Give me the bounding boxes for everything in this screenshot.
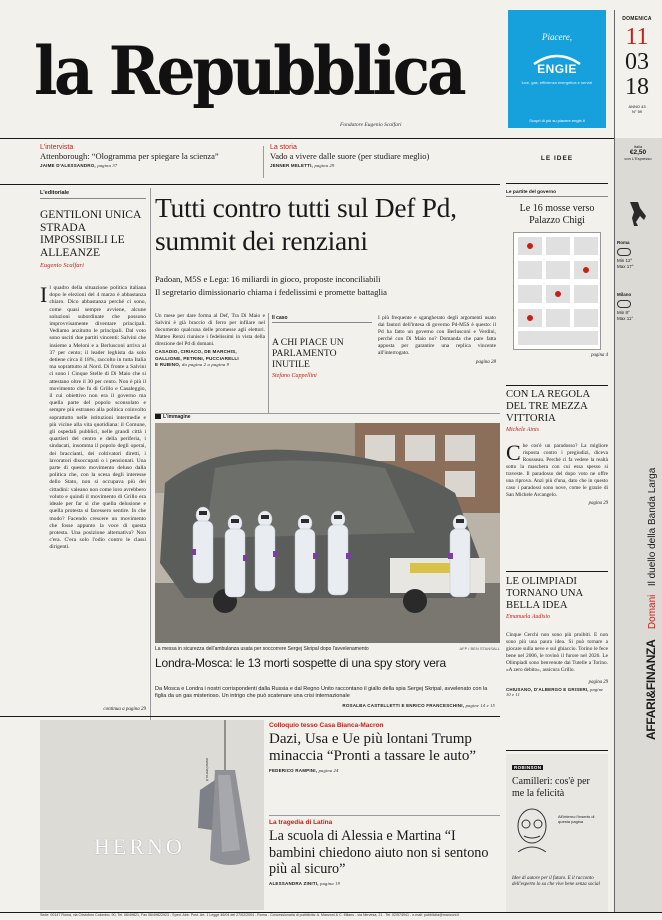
photo-credit: AFP / BEN STANSALL [459, 646, 500, 651]
masthead-title: la Repubblica [34, 32, 464, 110]
lead-page: da pagina 2 a pagina 9 [182, 362, 230, 368]
lead-authors: CASADIO, CIRIACO, DE MARCHIS, GALLIONE, PETRINI, PUCCIARELLI [155, 349, 239, 361]
lead-sub2: Il segretario dimissionario chiama i fedelissimi e promette battaglia [155, 287, 387, 297]
masthead [0, 0, 500, 138]
teaser-author: JENNER MELETTI, [270, 163, 314, 168]
olimpiadi-byline [506, 687, 608, 697]
olimpiadi-box[interactable] [506, 576, 608, 746]
palazzo-label: Le partite del governo [506, 190, 608, 197]
photo-byline [155, 703, 495, 708]
regola-page: pagina 29 [588, 501, 608, 506]
colloquio-page: pagina 24 [318, 768, 339, 773]
teaser-page: pagina 29 [314, 163, 335, 168]
robinson-cta: All'interno l'inserto di questa pagina [558, 814, 595, 824]
weather-roma-min: Min 12° [617, 258, 633, 263]
olimpiadi-author: Emanuela Audisio [506, 614, 551, 620]
teaser-byline [270, 163, 500, 168]
lead-authors-end [155, 362, 265, 369]
caso-body-box [378, 315, 496, 411]
camilleri-portrait-icon [512, 802, 552, 852]
date-year: 18 [625, 74, 649, 100]
teaser-byline [40, 163, 260, 168]
weather-milano-max: Max 11° [617, 316, 634, 321]
robinson-quote: Idee di autore per il futuro. E il racconto dell'esperto lo sa che vive bene senza social [512, 876, 600, 888]
photo-label-text: L'immagine [163, 414, 191, 420]
col-divider-1 [150, 188, 151, 743]
photo-caption-row [155, 646, 500, 652]
colloquio-author: FEDERICO RAMPINI, [269, 768, 318, 773]
photo-top-rule [155, 413, 500, 414]
robinson-label: ROBINSON [514, 765, 542, 770]
camera-icon [155, 414, 161, 419]
teaser-story[interactable] [270, 144, 500, 180]
photo-page: pagine 14 e 15 [465, 703, 495, 708]
price-suffix: con L'Espresso [624, 156, 652, 161]
affari-title: AFFARI&FINANZA [644, 639, 658, 740]
bottom-section-rule [0, 716, 500, 717]
lead-sub1: Padoan, M5S e Lega: 16 miliardi in gioco, proposte inconciliabili [155, 274, 381, 284]
regola-dropcap: C [506, 440, 521, 465]
colloquio-article[interactable] [269, 722, 501, 812]
weather-milano [617, 292, 659, 322]
lead-body: Un mese per dare forma al Def, Tra Di Maio e Salvini è già braccio di ferro per infilare nel documento qualcuna delle promesse agli elettori. Matteo Renzi riunisce i fedelissimi in vista della direzione del Pd di domani. [155, 313, 265, 348]
herno-site: www.herno.it [205, 758, 210, 781]
olimpiadi-page: pagina 29 [588, 680, 608, 685]
editorial-continued: continua a pagina 29 [103, 707, 146, 712]
teaser-kicker: L'intervista [40, 144, 74, 151]
editorial-label: L'editoriale [40, 190, 146, 199]
colloquio-byline [269, 768, 501, 773]
colloquio-title: Dazi, Usa e Ue più lontani Trump minaccia “Pronti a tassare le auto” [269, 731, 476, 764]
photo-authors: ROSALBA CASTELLETTI E ENRICO FRANCESCHINI, [342, 703, 465, 708]
regola-body-wrap [506, 440, 608, 499]
latina-byline [269, 881, 501, 886]
right-strip-edge [614, 10, 615, 913]
weather-milano-min: Min 8° [617, 310, 630, 315]
teaser-interview[interactable] [40, 144, 260, 180]
affari-finanza-banner[interactable] [642, 340, 660, 740]
teaser-author: JAIME D'ALESSANDRO, [40, 163, 96, 168]
engie-tagline: Piacere, [542, 32, 572, 42]
lead-headline[interactable]: Tutti contro tutti sul Def Pd, summit dei renziani [155, 192, 457, 256]
teaser-kicker: La storia [270, 144, 297, 151]
affari-subject: Il duello della Banda Larga [647, 467, 658, 587]
caso-box[interactable] [272, 315, 372, 411]
italy-map-icon [626, 200, 648, 228]
date-meta1: ANNO 43 [628, 104, 646, 109]
latina-title: La scuola di Alessia e Martina “I bambini chiedono aiuto non si sentono più al sicuro” [269, 828, 489, 877]
regola-title: CON LA REGOLA DEL TRE MEZZA VITTORIA [506, 389, 590, 424]
editorial-body: l quadro della situazione politica italiana dopo le elezioni del 4 marzo è abbastanza chiaro. Dico abbastanza perché ci sono, come quasi sempre avviene, alcune soluzioni subordinate che possono improvvisamente diventare principali. Vediamo anzitutto le principali. Dal voto sono usciti due partiti vincenti: Salvini che insieme a Meloni e a Berlusconi arriva al 37 per cento; il leader leghista da solo detiene circa il 18%, raccolto in tutta Italia ma soprattutto al Nord. Di fronte a Salvini ci sono i Cinque Stelle di Di Maio che si attestano oltre il 30 per cento. Non è più il movimento che fu di Grillo e Casaleggio, il cui obiettivo non era il governo ma quella parte del popolo sconsolato e sempre più estraneo alla politica coinvolto soprattutto nelle istituzioni intermedie e più vicine alla vita quotidiana: il Comune, gli ospedali pubblici, nelle grandi città i quartieri del centro e della periferia, i sindacati, insomma il popolo degli operai, dei braccianti, dei coltivatori diretti, i lavoratori disoccupati o i pensionati. Una parte di questo movimento deluso dalla politica che, con la scesa degli interesse dello Stato, non si occupava più dei cittadini: valeano non come loro avrebbero voluto e quindi il movimento di Grillo era ideale per far sì che quella delusione e quella protesta si facessero sentire. In che modo? Facendo crescere un movimento che fosse appunto la voce di questa protesta. Una posizione alternativa? Non c'era. C'era solo l'odio contro le classi dirigenti. [49, 285, 146, 551]
colloquio-rule [269, 815, 500, 816]
footer-text: Sede: 00147 Roma, via Cristoforo Colombo, 90, Tel. 06/49821, Fax 06/49822923 - Sped. Abb. Post. Art. 1 Legge 46/04 del 27/02/2004 - Roma - Concessionaria di pubblicità: A. Manzoni & C. Milano - via Nervesa, 21 - Tel. 02/574941 - e-mail: pubblicita@manzoni.it [40, 913, 460, 917]
lead-authors-last: E RUBINO, [155, 362, 181, 368]
cloud-rain-icon [617, 300, 631, 308]
caso-page: pagina 28 [475, 359, 496, 365]
idee-rule [506, 183, 608, 184]
caso-title: A CHI PIACE UN PARLAMENTO INUTILE [272, 337, 344, 370]
robinson-title: Camilleri: cos'è per me la felicità [512, 776, 590, 799]
latina-article[interactable] [269, 819, 501, 909]
latina-author: ALESSANDRA ZINITI, [269, 880, 319, 886]
photo-image[interactable] [155, 423, 500, 643]
weather-roma [617, 240, 659, 270]
date-month: 03 [625, 49, 649, 75]
editorial-body-wrap [40, 282, 146, 703]
editorial-title: GENTILONI UNICA STRADA IMPOSSIBILI LE ALLEANZE [40, 209, 141, 259]
palazzo-title: Le 16 mosse verso Palazzo Chigi [519, 203, 595, 226]
engie-ad[interactable] [508, 10, 606, 128]
regola-author: Michele Ainis [506, 427, 540, 433]
sidebar-rule-3 [506, 750, 608, 751]
olimpiadi-title: LE OLIMPIADI TORNANO UNA BELLA IDEA [506, 576, 583, 611]
palazzo-infographic [513, 232, 601, 350]
weather-milano-city: Milano [617, 292, 632, 297]
palazzo-page: pagina 4 [591, 353, 608, 358]
olimpiadi-pages: pagine 10 e 11 [506, 687, 604, 697]
photo-label [155, 414, 191, 420]
engie-brand: ENGIE [537, 62, 577, 76]
weather-roma-max: Max 17° [617, 264, 634, 269]
herno-brand: HERNO [94, 834, 185, 859]
date-meta2: N° 59 [631, 109, 643, 114]
caso-body: I più frequente e sgangherato degli argomenti usato dai fautori dell'intesa di governo Pd-M5S è questo: il Pd ha fatto un governo con Berlusconi e Verdini, perché con Di Maio no? Domanda che pare fatta apposta per garantire una replica vincente all'interrogato. [378, 315, 496, 357]
editorial-author: Eugenio Scalfari [40, 262, 84, 269]
teaser-page: pagina 37 [97, 163, 118, 168]
price-value: €2,50 [629, 149, 647, 156]
caso-author: Stefano Cappellini [272, 373, 317, 379]
regola-body: he cos'è un paradosso? La migliore risposta contro i pregiudizi, diceva Rousseau. Perché ci fa vedere la realtà sotto la maschera con cui essa spesso si traveste. Il paradosso del dopo voto ne offre una riprova. Anzi più d'una, dato che in questo caso i paradossi sono nove, come le grazie di San Michele Arcangelo. [506, 443, 608, 498]
colloquio-kicker: Colloquio tesso Casa Bianca-Macron [269, 722, 384, 729]
caso-label: Il caso [272, 315, 372, 323]
price-box [617, 144, 659, 161]
robinson-box[interactable] [506, 754, 608, 912]
sidebar-rule-2 [506, 571, 608, 572]
teaser-title: Vado a vivere dalle suore (per studiare meglio) [270, 151, 430, 161]
engie-sub: luce, gas, efficienza energetica e servizi [521, 80, 593, 85]
teaser-divider [263, 146, 264, 178]
masthead-founder: Fondatore Eugenio Scalfari [340, 122, 402, 128]
date-day: 11 [625, 24, 649, 50]
idee-header: LE IDEE [540, 155, 574, 162]
teaser-title: Attenborough: “Ologramma per spiegare la scienza” [40, 151, 219, 161]
lead-article[interactable] [155, 313, 265, 413]
date-weekday: DOMENICA [622, 16, 652, 22]
cloud-sun-icon [617, 248, 631, 256]
olimpiadi-authors: CHIUSANO, D'ALBERGO E GRISERI, [506, 687, 589, 692]
teaser-rule [0, 184, 500, 185]
latina-kicker: La tragedia di Latina [269, 819, 333, 826]
photo-caption: La messa in sicurezza dell'ambulanza usata per soccorrere Sergej Skripal dopo l'avvelenamento [155, 646, 369, 652]
skripal-photo-illustration [155, 423, 500, 643]
affari-domani: Domani [647, 594, 658, 630]
col-divider-caso [268, 313, 269, 413]
latina-page: pagina 19 [320, 880, 341, 886]
infographic-grid-icon [514, 233, 602, 351]
editorial-dropcap: I [40, 282, 48, 307]
herno-jacket-illustration [40, 720, 264, 910]
palazzo-box[interactable] [506, 190, 608, 382]
price-prefix: Italia [633, 144, 643, 149]
engie-cta: Scopri di più su piacere.engie.it [529, 118, 585, 123]
sidebar-rule-1 [506, 385, 608, 386]
weather-roma-city: Roma [617, 240, 630, 245]
engie-logo [530, 52, 584, 78]
regola-box[interactable] [506, 389, 608, 567]
editorial[interactable] [40, 190, 146, 745]
herno-ad[interactable] [40, 720, 264, 910]
photo-body: Da Mosca e Londra i nostri corrispondenti dalla Russia e dal Regno Unito raccontano il giallo della spia Sergej Skripal, avvelenato con la figlia da un gas misterioso. Un intrigo che può scatenare una crisi internazionale [155, 686, 488, 699]
date-block [617, 16, 657, 126]
olimpiadi-body: Cinque Cerchi non sono più proibiti. E non sono più una paura idea. Si può tornare a giocare sulla neve e sul ghiaccio. Torino le fece bene nel 2006, le rovinò il furore nel 2026. Le Olimpiadi sono benvenute dai Tutelle a Torino. «A zero debito», assicura Grillo. [506, 632, 608, 673]
photo-headline[interactable]: Londra-Mosca: le 13 morti sospette di una spy story vera [155, 656, 446, 670]
masthead-rule [0, 138, 614, 139]
